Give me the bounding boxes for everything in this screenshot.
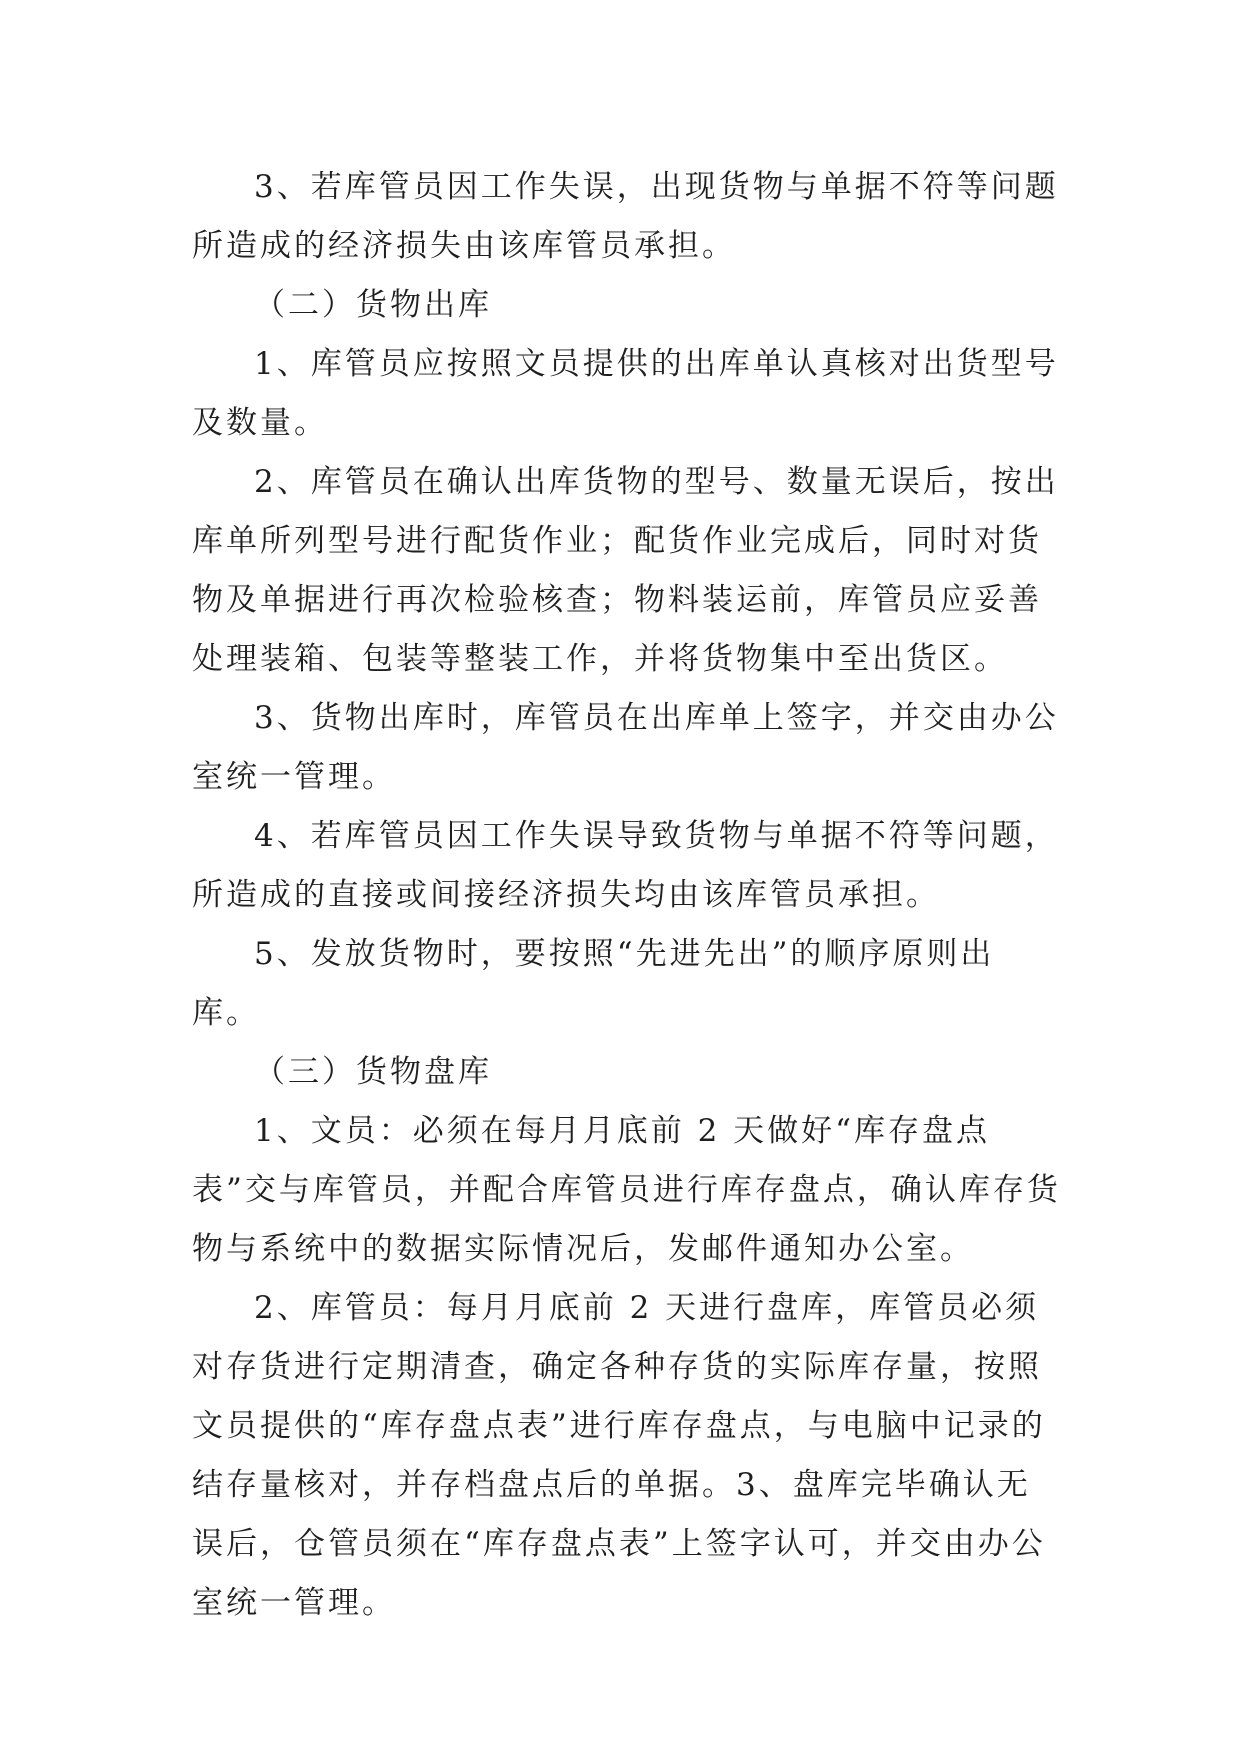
- paragraph-outbound-item-2: 2、库管员在确认出库货物的型号、数量无误后，按出库单所列型号进行配货作业；配货作业完成后，同时对货物及单据进行再次检验核查；物料装运前，库管员应妥善处理装箱、包装等整装工作，并将货物集中至出货区。: [192, 464, 1059, 677]
- section-heading-outbound: （二）货物出库: [254, 287, 492, 323]
- paragraph-outbound-item-4: 4、若库管员因工作失误导致货物与单据不符等问题，所造成的直接或间接经济损失均由该库管员承担。: [192, 818, 1059, 913]
- paragraph-outbound-item-5: 5、发放货物时，要按照“先进先出”的顺序原则出库。: [192, 936, 995, 1031]
- paragraph-outbound-item-1: 1、库管员应按照文员提供的出库单认真核对出货型号及数量。: [192, 346, 1059, 441]
- section-heading-inventory: （三）货物盘库: [254, 1054, 492, 1090]
- paragraph-outbound-item-3: 3、货物出库时，库管员在出库单上签字，并交由办公室统一管理。: [192, 700, 1059, 795]
- paragraph-inbound-item-3: 3、若库管员因工作失误，出现货物与单据不符等问题所造成的经济损失由该库管员承担。: [192, 169, 1059, 264]
- document-body: [192, 158, 1062, 1633]
- paragraph-inventory-item-1: 1、文员：必须在每月月底前 2 天做好“库存盘点表”交与库管员，并配合库管员进行库存盘点，确认库存货物与系统中的数据实际情况后，发邮件通知办公室。: [192, 1113, 1061, 1267]
- paragraph-inventory-item-2: 2、库管员：每月月底前 2 天进行盘库，库管员必须对存货进行定期清查，确定各种存货的实际库存量，按照文员提供的“库存盘点表”进行库存盘点，与电脑中记录的结存量核对，并存档盘点后的单据。3、盘库完毕确认无误后，仓管员须在“库存盘点表”上签字认可，并交由办公室统一管理。: [192, 1290, 1046, 1621]
